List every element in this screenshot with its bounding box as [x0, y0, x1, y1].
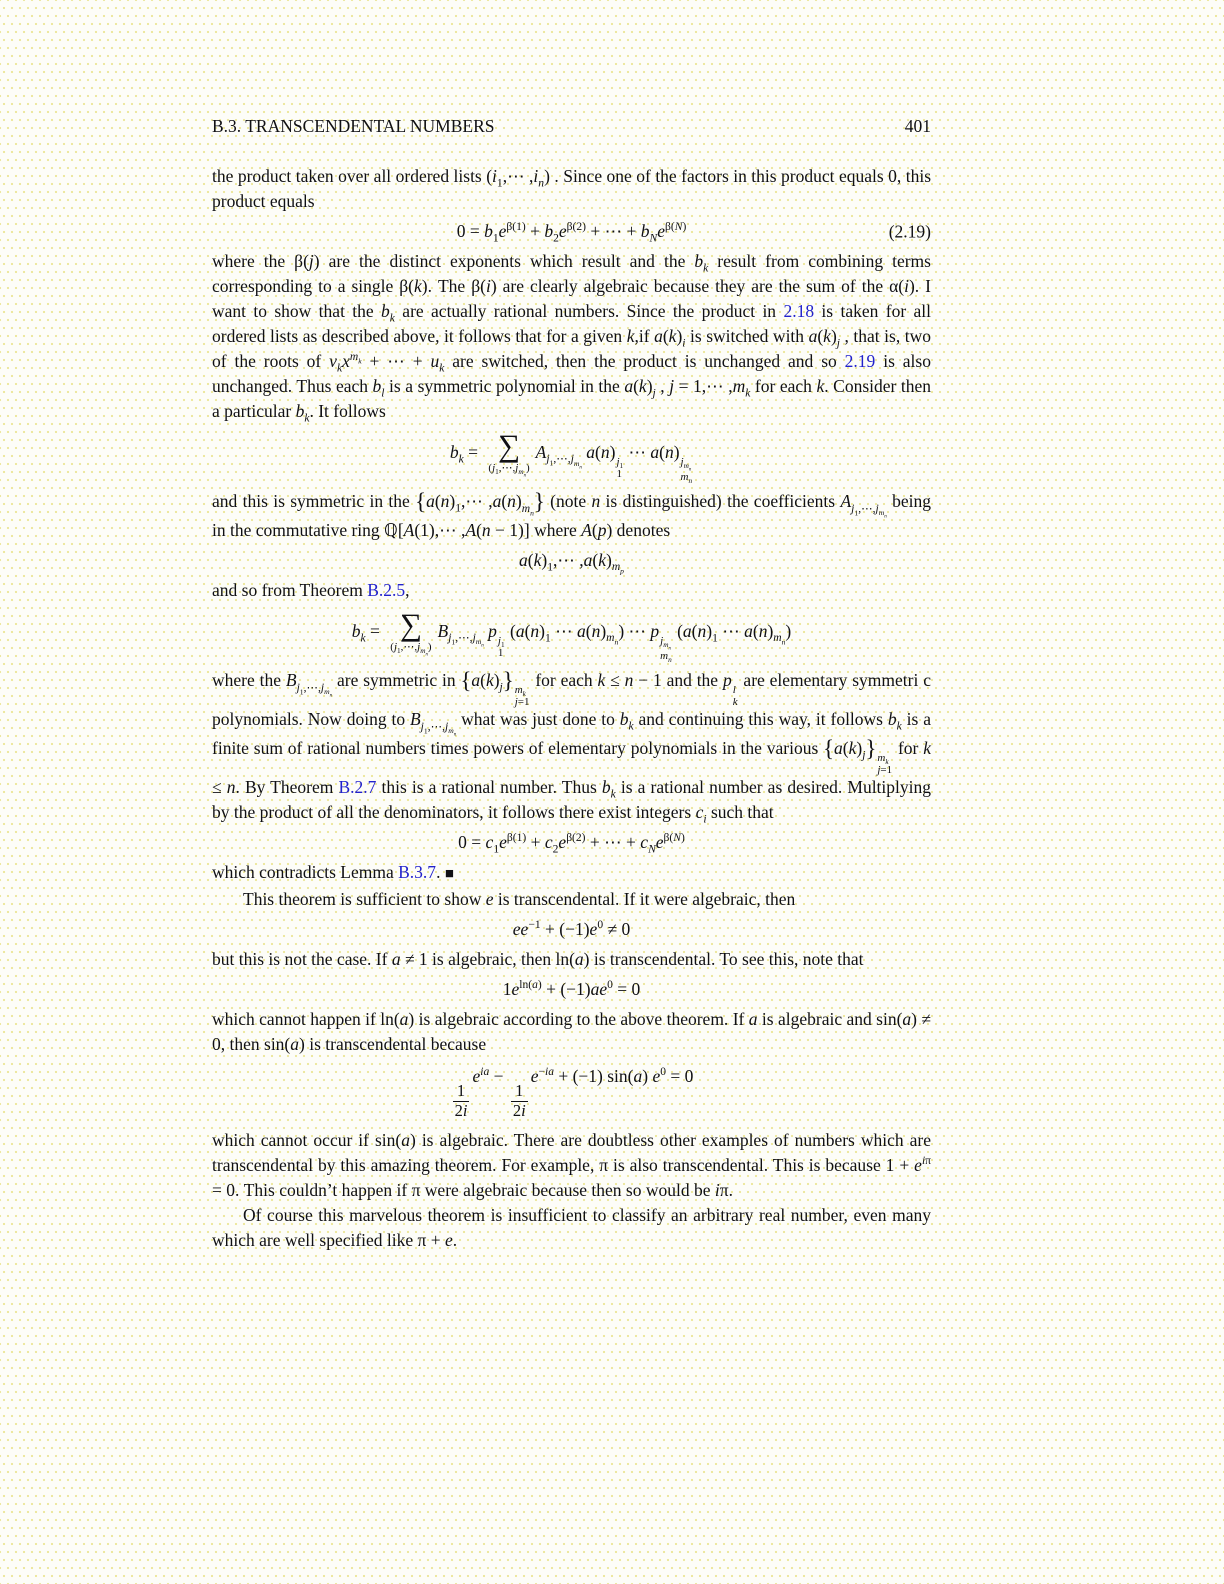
- equation-body: $0 = c_1e^{\beta(1)} + c_2e^{\beta(2)}$ + ⋯ + $c_Ne^{\beta(N)}$: [458, 831, 685, 856]
- paragraph-pi-transcendental: which cannot occur if sin(a) is algebraic. There are doubtless other examples of numbers which are transcendental by this amazing theorem. For example, π is also transcendental. This is because $1 + e^{i\pi} = 0$. This couldn’t happen if π were algebraic because then so would be iπ.: [212, 1129, 931, 1200]
- paragraph-symmetric: and this is symmetric in the {$a(n)_1,\cdots$ $,a(n)_{m_n}$} (note n is distinguished) the coefficients $A_{j_1,\cdots,j_{m_n}}$ being in the commutative ring ℚ[A(1),⋯ ,A(n − 1)] where A(p) denotes: [212, 489, 931, 540]
- equation-number: (2.19): [888, 221, 931, 241]
- ref-theorem-b-2-5[interactable]: B.2.5: [367, 579, 406, 600]
- equation-ln: [212, 977, 931, 1002]
- paragraph-e-transcendental: This theorem is sufficient to show e is transcendental. If it were algebraic, then: [243, 888, 796, 909]
- paragraph-sin-a: which cannot happen if ln(a) is algebraic according to the above theorem. If a is algebraic and sin(a) ≠ 0, then sin(a) is transcendental because: [212, 1008, 932, 1054]
- page-number: 401: [904, 116, 931, 136]
- paragraph-theorem-b25: and so from Theorem B.2.5,: [212, 579, 410, 600]
- qed-square: ■: [444, 865, 454, 882]
- page-header: [212, 116, 931, 137]
- paragraph-conclusion: Of course this marvelous theorem is insufficient to classify an arbitrary real number, even many which are well specified like π + e.: [212, 1204, 931, 1250]
- equation-c-sum: [212, 830, 931, 855]
- ref-eq-2-18[interactable]: 2.18: [783, 301, 815, 321]
- equation-body: $b_k$ = ∑ $(j_1,\cdots,j_{m_n})$ $B_{j_1,\cdots,j_{m_n}}$ p $j_1$ 1 ($a(n)_1$ ⋯ $a(n)_{m_n}$) ⋯ p $j_{m_n}$ $m_n$ ($a(n)_1$ ⋯ $a(n)_{m_n}$): [351, 606, 792, 665]
- equation-e-inverse: [212, 917, 931, 942]
- equation-body: $1e^{ln(a)} + (-1)ae^0 = 0$: [502, 978, 641, 999]
- equation-bk-sum-a: [212, 428, 931, 486]
- equation-body: $0 = b_1e^{\beta(1)} + b_2e^{\beta(2)}$ + ⋯ + $b_Ne^{\beta(N)}$: [456, 221, 687, 245]
- paragraph-beta-exponents: where the β(j) are the distinct exponents which result and the $b_k$ result from combining terms corresponding to a single β(k). The β(i) are clearly algebraic because they are the sum of the α(i). I want to show that the $b_k$ are actually rational numbers. Since the product in 2.18 is taken for all ordered lists as described above, it follows that for a given k,if $a(k)_i$ is switched with $a(k)_j$ , that is, two of the roots of $v_kx^{m_k}$ + ⋯ + $u_k$ are switched, then the product is unchanged and so 2.19 is also unchanged. Thus each $b_l$ is a symmetric polynomial in the $a(k)_j$ , j = 1,⋯ $,m_k$ for each k. Consider then a particular $b_k$. It follows: [212, 251, 932, 425]
- equation-body: $b_k$ = ∑ $(j_1,\cdots,j_{m_n})$ $A_{j_1,\cdots,j_{m_n}}$ a(n) $j_1$ 1 ⋯ a(n) $j_{m_n}$ $m_n$: [449, 428, 693, 486]
- equation-ak-list: [212, 548, 931, 576]
- paragraph-contradiction: which contradicts Lemma B.3.7. ■: [212, 861, 454, 882]
- ref-lemma-b-3-7[interactable]: B.3.7: [398, 861, 437, 882]
- page-body: [212, 164, 931, 1253]
- equation-body: $ee^{-1} + (-1)e^0 \ne 0$: [512, 918, 631, 939]
- equation-body: $a(k)_1,\cdots$ $,a(k)_{m_p}$: [519, 549, 624, 576]
- section-heading: B.3. TRANSCENDENTAL NUMBERS: [212, 116, 495, 136]
- ref-theorem-b-2-7[interactable]: B.2.7: [338, 776, 377, 797]
- equation-body: $\frac{1}{2i}$ $e^{ia}$ − $\frac{1}{2i}$ $e^{-ia} + (-1)$ sin(a) $e^0 = 0$: [454, 1065, 694, 1120]
- equation-2-19: [212, 219, 931, 244]
- equation-bk-sum-b: [212, 606, 931, 665]
- ref-eq-2-19[interactable]: 2.19: [844, 351, 876, 371]
- paragraph-intro: the product taken over all ordered lists ($i_1,\cdots$ $,i_n$) . Since one of the factors in this product equals 0, this product equals: [212, 166, 932, 211]
- equation-sin: [212, 1064, 931, 1121]
- paragraph-elementary-symmetric: where the $B_{j_1,\cdots,j_{m_n}}$ are symmetric in $\{a(k)_j\}$ $m_k$ j=1 for each k ≤ n − 1 and the p l k are elementary symmetri c polynomials. Now doing to $B_{j_1,\cdots,j_{m_n}}$ what was just done to $b_k$ and continuing this way, it follows $b_k$ is a finite sum of rational numbers times powers of elementary polynomials in the various $\{a(k)_j\}$ $m_k$ j=1 for k ≤ n. By Theorem B.2.7 this is a rational number. Thus $b_k$ is a rational number as desired. Multiplying by the product of all the denominators, it follows there exist integers $c_i$ such that: [212, 668, 932, 826]
- paragraph-ln-a: but this is not the case. If a ≠ 1 is algebraic, then ln(a) is transcendental. To see this, note that: [212, 948, 864, 969]
